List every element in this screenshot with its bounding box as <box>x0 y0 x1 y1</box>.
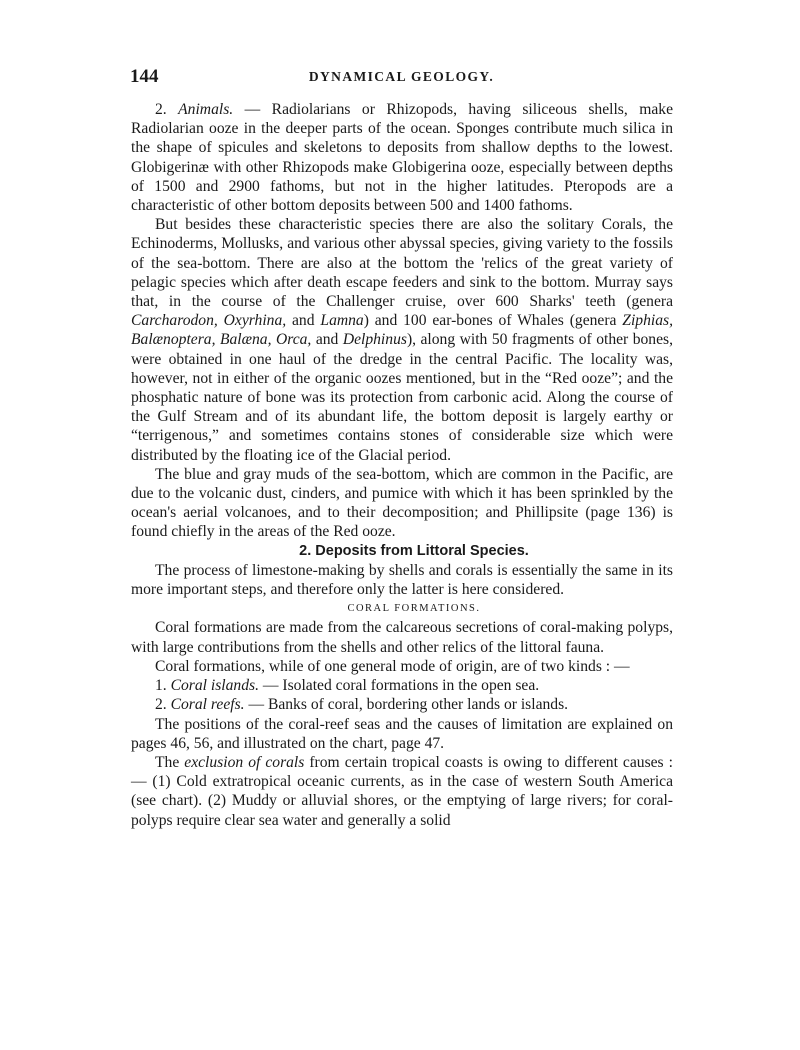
paragraph-abyssal-species <box>131 215 673 465</box>
paragraph-positions: The positions of the coral-reef seas and the causes of limitation are explained on pages 46, 56, and illustrated on the chart, page 47. <box>131 715 673 752</box>
paragraph-number: 2. <box>155 101 167 118</box>
genus-names: Delphinus <box>342 331 407 349</box>
running-title: DYNAMICAL GEOLOGY. <box>308 69 495 84</box>
list-number: 1. <box>155 677 167 695</box>
paragraph-text: — Radiolarians or Rhizopods, having siliceous shells, make Radiolarian ooze in the deeper parts of the ocean. Sponges contribute much silica in the shape of spicules and skeletons to deposits from shallow depths to the lowest. Globigerinæ with other Rhizopods make Globigerina ooze, especially between depths of 1500 and 2900 fathoms, but not in the higher latitudes. Pteropods are a characteristic of other bottom deposits between 500 and 1400 fathoms. <box>131 101 673 215</box>
text-run: ), along with 50 fragments of other bones, were obtained in one haul of the dredge in the central Pacific. The locality was, however, not in either of the organic oozes mentioned, but in the “Red ooze”; and the phosphatic nature of bone was its protection from carbonic acid. Along the course of the Gulf Stream and of its abundant life, the bottom deposit is largely earthy or “terrigenous,” and sometimes contains stones of considerable size which were distributed by the floating ice of the Glacial period. <box>131 331 673 464</box>
text-run: The <box>155 753 185 771</box>
text-run: and <box>286 312 321 330</box>
paragraph-animals <box>131 100 673 215</box>
list-number: 2. <box>155 696 167 714</box>
section-heading: 2. Deposits from Littoral Species. <box>299 542 529 559</box>
emphasis: exclusion of corals <box>184 753 305 771</box>
paragraph-muds: The blue and gray muds of the sea-bottom, which are common in the Pacific, are due to the volcanic dust, cinders, and pumice with which it has been sprinkled by the ocean's aerial volcanoes, and to their decomposition; and Phillipsite (page 136) is found chiefly in the areas of the Red ooze. <box>131 465 673 541</box>
paragraph-coral-formations: Coral formations are made from the calcareous secretions of coral-making polyps, with large contributions from the shells and other relics of the littoral fauna. <box>131 619 673 656</box>
page-body <box>131 100 673 830</box>
paragraph-limestone: The process of limestone-making by shells and corals is essentially the same in its more important steps, and therefore only the latter is here considered. <box>131 561 673 599</box>
list-item <box>131 676 673 695</box>
page-header <box>130 66 673 88</box>
paragraph-lead: Animals. <box>178 101 234 118</box>
list-term: Coral reefs. <box>170 696 245 714</box>
page-number: 144 <box>130 66 159 87</box>
genus-names: Lamna <box>320 312 364 330</box>
list-text: — Banks of coral, bordering other lands or islands. <box>244 696 569 714</box>
text-run: and <box>311 331 343 349</box>
genus-names: Ziphias, Balænoptera, Balæna, Orca, <box>131 312 673 349</box>
list-term: Coral islands. <box>170 677 259 695</box>
sub-heading: CORAL FORMATIONS. <box>347 603 481 615</box>
paragraph-two-kinds: Coral formations, while of one general mode of origin, are of two kinds : — <box>155 657 630 675</box>
text-run: ) and 100 ear-bones of Whales (genera <box>363 312 623 330</box>
list-item <box>131 695 673 714</box>
genus-names: Carcharodon, Oxyrhina, <box>131 312 287 330</box>
paragraph-exclusion <box>131 753 673 830</box>
text-run: from certain tropical coasts is owing to different causes : — (1) Cold extratropical oceanic currents, as in the case of western South America (see chart). (2) Muddy or alluvial shores, or the emptying of large rivers; for coral-polyps require clear sea water and generally a solid <box>131 753 673 829</box>
list-text: — Isolated coral formations in the open sea. <box>259 677 540 695</box>
text-run: But besides these characteristic species there are also the solitary Corals, the Echinoderms, Mollusks, and various other abyssal species, giving variety to the fossils of the sea-bottom. There are also at the bottom the 'relics of the great variety of pelagic species which after death escape feeders and sink to the bottom. Murray says that, in the course of the Challenger cruise, over 600 Sharks' teeth (genera <box>131 216 673 311</box>
